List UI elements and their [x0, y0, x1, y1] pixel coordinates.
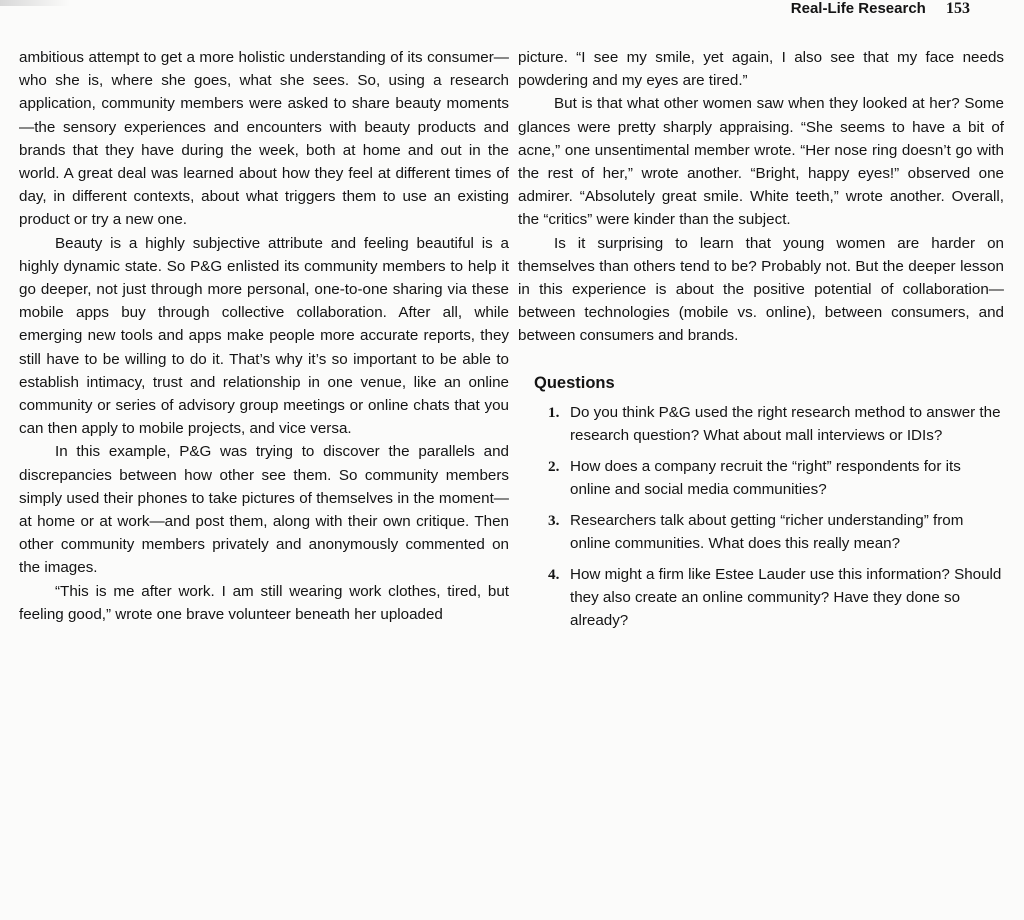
paragraph: But is that what other women saw when they looked at her? Some glances were pretty sharply appraising. “She seems to have a bit of acne,” one unsentimental member wrote. “Her nose ring doesn’t go with the rest of her,” wrote another. “Bright, happy eyes!” observed one admirer. “Absolutely great smile. White teeth,” wrote another. Overall, the “critics” were kinder than the subject. [518, 95, 1004, 229]
scan-edge-mark [0, 0, 70, 6]
paragraph: “This is me after work. I am still wearing work clothes, tired, but feeling good,” wrote one brave volunteer beneath her uploaded [19, 582, 509, 623]
page-number: 153 [946, 0, 970, 17]
question-number: 2. [548, 457, 560, 475]
question-text: How might a firm like Estee Lauder use this information? Should they also create an online community? Have they done so already? [570, 565, 1002, 629]
paragraph: In this example, P&G was trying to discover the parallels and discrepancies between how other see them. So community members simply used their phones to take pictures of themselves in the moment—at home or at work—and post them, along with their own critique. Then other community members privately and anonymously commented on the images. [19, 443, 509, 577]
section-title: Real-Life Research [790, 0, 926, 17]
question-number: 3. [548, 511, 560, 529]
questions-heading: Questions [534, 373, 615, 392]
question-text: Researchers talk about getting “richer understanding” from online communities. What does this really mean? [570, 511, 964, 552]
left-column [19, 46, 509, 626]
paragraph: ambitious attempt to get a more holistic understanding of its consumer—who she is, where she goes, what she sees. So, using a research application, community members were asked to share beauty moments—the sensory experiences and encounters with beauty products and brands that they have during the week, both at home and out in the world. A great deal was learned about how they feel at different times of day, in different contexts, about what triggers them to use an existing product or try a new one. [19, 49, 509, 229]
question-item [548, 563, 1004, 632]
question-item [548, 455, 1004, 501]
question-number: 1. [548, 403, 560, 421]
right-column [518, 46, 1004, 640]
paragraph: picture. “I see my smile, yet again, I also see that my face needs powdering and my eyes are tired.” [518, 49, 1004, 90]
question-number: 4. [548, 565, 560, 583]
question-item [548, 401, 1004, 447]
paragraph: Beauty is a highly subjective attribute and feeling beautiful is a highly dynamic state. So P&G enlisted its community members to help it go deeper, not just through more personal, one-to-one sharing via these mobile apps buy through collective collaboration. After all, while emerging new tools and apps make people more accurate reports, they still have to be willing to do it. That’s why it’s so important to be able to establish intimacy, trust and relationship in one venue, like an online community or series of advisory group meetings or online chats that you can then apply to mobile projects, and vice versa. [19, 234, 509, 438]
question-text: Do you think P&G used the right research method to answer the research question? What about mall interviews or IDIs? [570, 403, 1001, 444]
question-text: How does a company recruit the “right” respondents for its online and social media communities? [570, 457, 961, 498]
question-item [548, 509, 1004, 555]
paragraph: Is it surprising to learn that young women are harder on themselves than others tend to be? Probably not. But the deeper lesson in this experience is about the positive potential of collaboration—between technologies (mobile vs. online), between consumers, and between consumers and brands. [518, 234, 1004, 345]
running-header [791, 0, 970, 18]
